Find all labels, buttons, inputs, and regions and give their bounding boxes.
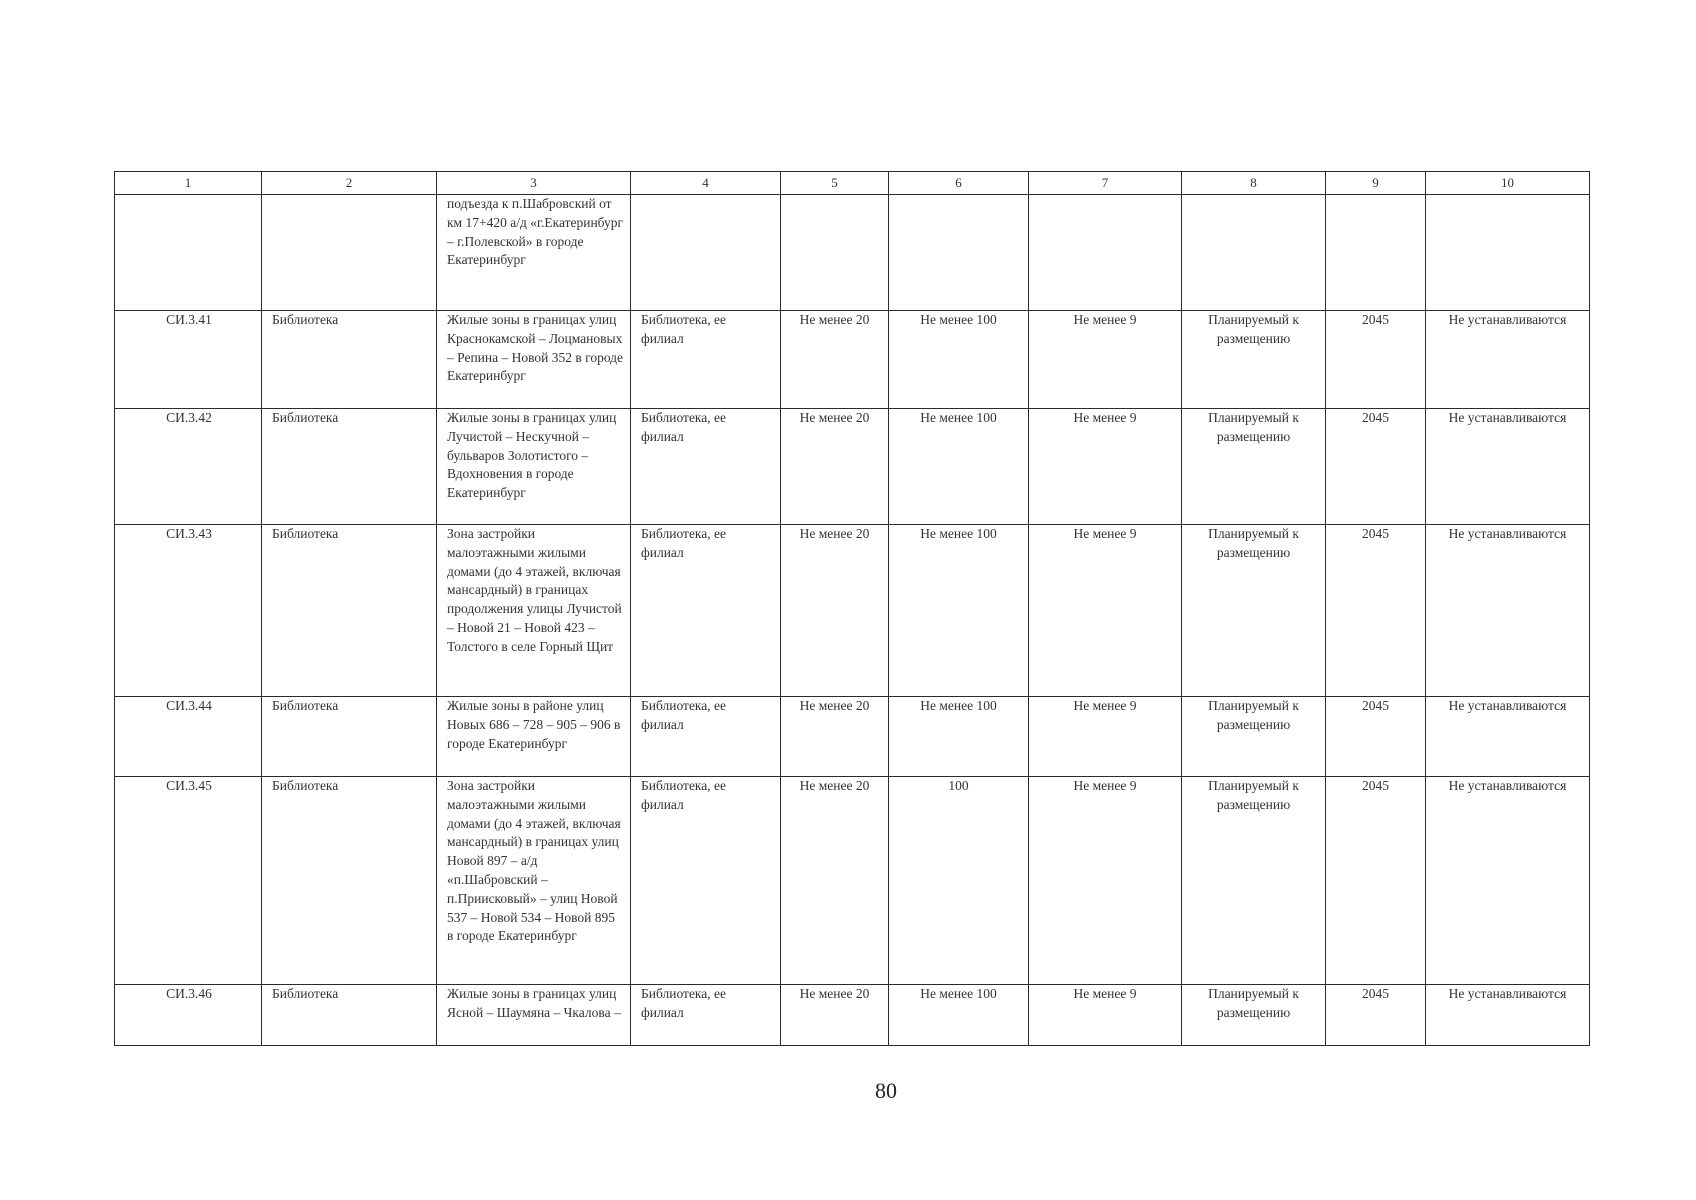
column-header-2: 2	[262, 172, 437, 195]
object-location: подъезда к п.Шабровский от км 17+420 а/д «г.Екатеринбург – г.Полевской» в городе Екатеринбург	[437, 195, 631, 311]
object-id: СИ.3.45	[115, 777, 262, 985]
column-header-8: 8	[1182, 172, 1326, 195]
cell-col5: Не менее 20	[781, 311, 889, 409]
cell-col7: Не менее 9	[1029, 311, 1182, 409]
object-type: Библиотека, ее филиал	[631, 525, 781, 697]
object-year	[1326, 195, 1426, 311]
object-type: Библиотека, ее филиал	[631, 985, 781, 1046]
object-type	[631, 195, 781, 311]
column-header-5: 5	[781, 172, 889, 195]
object-zones: Не устанавливаются	[1426, 985, 1590, 1046]
object-type: Библиотека, ее филиал	[631, 777, 781, 985]
object-zones: Не устанавливаются	[1426, 525, 1590, 697]
object-name: Библиотека	[262, 409, 437, 525]
object-id: СИ.3.42	[115, 409, 262, 525]
table-row	[115, 409, 1590, 525]
cell-col6: 100	[889, 777, 1029, 985]
cell-col6: Не менее 100	[889, 985, 1029, 1046]
column-header-9: 9	[1326, 172, 1426, 195]
object-year: 2045	[1326, 409, 1426, 525]
table-row	[115, 311, 1590, 409]
object-location: Жилые зоны в границах улиц Ясной – Шаумяна – Чкалова –	[437, 985, 631, 1046]
cell-col5: Не менее 20	[781, 985, 889, 1046]
cell-col6	[889, 195, 1029, 311]
cell-col7: Не менее 9	[1029, 409, 1182, 525]
object-location: Зона застройки малоэтажными жилыми домами (до 4 этажей, включая мансардный) в границах улиц Новой 897 – а/д «п.Шабровский – п.Приисковый» – улиц Новой 537 – Новой 534 – Новой 895 в городе Екатеринбург	[437, 777, 631, 985]
table-row	[115, 525, 1590, 697]
object-name: Библиотека	[262, 697, 437, 777]
object-type: Библиотека, ее филиал	[631, 409, 781, 525]
object-id: СИ.3.43	[115, 525, 262, 697]
object-year: 2045	[1326, 985, 1426, 1046]
object-location: Жилые зоны в районе улиц Новых 686 – 728 – 905 – 906 в городе Екатеринбург	[437, 697, 631, 777]
object-zones: Не устанавливаются	[1426, 777, 1590, 985]
table-row	[115, 697, 1590, 777]
column-header-3: 3	[437, 172, 631, 195]
cell-col5: Не менее 20	[781, 777, 889, 985]
cell-col7: Не менее 9	[1029, 525, 1182, 697]
object-status: Планируемый к размещению	[1182, 985, 1326, 1046]
page-number: 80	[875, 1078, 897, 1103]
table-row	[115, 985, 1590, 1046]
objects-table	[114, 171, 1590, 1046]
object-location: Зона застройки малоэтажными жилыми домами (до 4 этажей, включая мансардный) в границах продолжения улицы Лучистой – Новой 21 – Новой 423 – Толстого в селе Горный Щит	[437, 525, 631, 697]
header-row	[115, 172, 1590, 195]
object-id: СИ.3.46	[115, 985, 262, 1046]
object-status: Планируемый к размещению	[1182, 525, 1326, 697]
object-name	[262, 195, 437, 311]
cell-col5	[781, 195, 889, 311]
cell-col7: Не менее 9	[1029, 777, 1182, 985]
object-status: Планируемый к размещению	[1182, 409, 1326, 525]
object-id	[115, 195, 262, 311]
object-year: 2045	[1326, 311, 1426, 409]
object-year: 2045	[1326, 697, 1426, 777]
object-status	[1182, 195, 1326, 311]
table-row	[115, 777, 1590, 985]
cell-col5: Не менее 20	[781, 697, 889, 777]
column-header-4: 4	[631, 172, 781, 195]
object-id: СИ.3.41	[115, 311, 262, 409]
cell-col5: Не менее 20	[781, 409, 889, 525]
object-zones: Не устанавливаются	[1426, 697, 1590, 777]
cell-col7: Не менее 9	[1029, 697, 1182, 777]
object-type: Библиотека, ее филиал	[631, 697, 781, 777]
cell-col5: Не менее 20	[781, 525, 889, 697]
column-header-6: 6	[889, 172, 1029, 195]
cell-col7	[1029, 195, 1182, 311]
object-status: Планируемый к размещению	[1182, 697, 1326, 777]
object-type: Библиотека, ее филиал	[631, 311, 781, 409]
cell-col7: Не менее 9	[1029, 985, 1182, 1046]
object-name: Библиотека	[262, 525, 437, 697]
column-header-7: 7	[1029, 172, 1182, 195]
object-zones	[1426, 195, 1590, 311]
object-status: Планируемый к размещению	[1182, 311, 1326, 409]
cell-col6: Не менее 100	[889, 409, 1029, 525]
object-zones: Не устанавливаются	[1426, 409, 1590, 525]
cell-col6: Не менее 100	[889, 697, 1029, 777]
table-row	[115, 195, 1590, 311]
object-name: Библиотека	[262, 311, 437, 409]
object-location: Жилые зоны в границах улиц Лучистой – Нескучной – бульваров Золотистого – Вдохновения в городе Екатеринбург	[437, 409, 631, 525]
object-name: Библиотека	[262, 777, 437, 985]
object-year: 2045	[1326, 525, 1426, 697]
cell-col6: Не менее 100	[889, 525, 1029, 697]
object-status: Планируемый к размещению	[1182, 777, 1326, 985]
object-id: СИ.3.44	[115, 697, 262, 777]
column-header-1: 1	[115, 172, 262, 195]
object-name: Библиотека	[262, 985, 437, 1046]
object-zones: Не устанавливаются	[1426, 311, 1590, 409]
object-year: 2045	[1326, 777, 1426, 985]
object-location: Жилые зоны в границах улиц Краснокамской – Лоцмановых – Репина – Новой 352 в городе Екатеринбург	[437, 311, 631, 409]
cell-col6: Не менее 100	[889, 311, 1029, 409]
column-header-10: 10	[1426, 172, 1590, 195]
